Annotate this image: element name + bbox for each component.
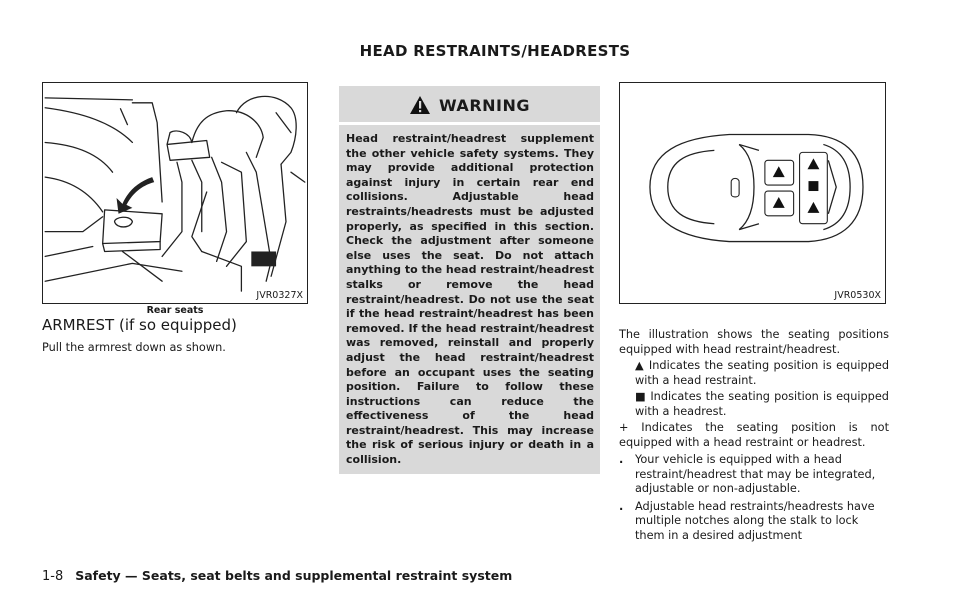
plus-legend: + Indicates the seating position is not equipped with a head restraint or headrest. bbox=[619, 421, 889, 449]
triangle-icon: ▲ bbox=[635, 359, 645, 372]
page-number: 1-8 bbox=[42, 569, 64, 584]
bullet-marker: . bbox=[619, 499, 624, 513]
figure-caption: Rear seats bbox=[146, 305, 204, 316]
figure-code: JVR0327X bbox=[256, 290, 303, 301]
warning-text: Head restraint/headrest supplement the other vehicle safety systems. They may provide additional protection against injury in certain rear end collisions. Adjustable head restraints/headrests must be adjusted properly, as specified in this section. Check the adjustment after someone else uses the seat. Do not attach anything to the head restraint/headrest stalks or remove the head restraint/headrest. Do not use the seat if the head restraint/headrest has been removed. If the head restraint/headrest was removed, reinstall and properly adjust the head restraint/headrest before an occupant uses the seating position. Failure to follow these instructions can reduce the effectiveness of the head restraint/headrest. This may increase the risk of serious injury or death in a collision. bbox=[346, 132, 594, 467]
warning-header bbox=[339, 86, 600, 124]
bullet-marker: . bbox=[619, 453, 624, 466]
triangle-legend-text: Indicates the seating position is equipped with a head restraint. bbox=[635, 359, 889, 387]
rear-seat-drawing bbox=[43, 83, 307, 303]
square-legend bbox=[619, 390, 889, 419]
armrest-body: Pull the armrest down as shown. bbox=[42, 341, 226, 354]
rear-seat-armrest-illustration bbox=[42, 82, 308, 304]
triangle-legend bbox=[619, 359, 889, 388]
section-title: HEAD RESTRAINTS/HEADRESTS bbox=[359, 42, 631, 60]
chapter-title: Safety — Seats, seat belts and supplemental restraint system bbox=[75, 568, 513, 583]
warning-box bbox=[339, 86, 600, 474]
warning-title: WARNING bbox=[439, 95, 530, 115]
square-icon: ■ bbox=[635, 390, 647, 403]
vehicle-top-view-drawing bbox=[620, 83, 885, 303]
square-legend-text: Indicates the seating position is equipped with a headrest. bbox=[635, 390, 889, 418]
intro-paragraph: The illustration shows the seating positions equipped with head restraint/headrest. bbox=[619, 328, 889, 356]
armrest-heading: ARMREST (if so equipped) bbox=[42, 316, 237, 334]
warning-divider bbox=[339, 122, 600, 125]
list-item bbox=[619, 500, 889, 544]
figure-code: JVR0530X bbox=[834, 290, 881, 301]
warning-icon bbox=[409, 95, 431, 115]
list-item bbox=[619, 453, 889, 497]
bullet-text: Adjustable head restraints/headrests have multiple notches along the stalk to lock them in a desired adjustment bbox=[635, 499, 875, 542]
bullet-text: Your vehicle is equipped with a head restraint/headrest that may be integrated, adjustable or non-adjustable. bbox=[635, 453, 876, 495]
page-footer bbox=[42, 568, 512, 584]
seating-positions-illustration bbox=[619, 82, 886, 304]
right-column-text bbox=[619, 328, 889, 543]
